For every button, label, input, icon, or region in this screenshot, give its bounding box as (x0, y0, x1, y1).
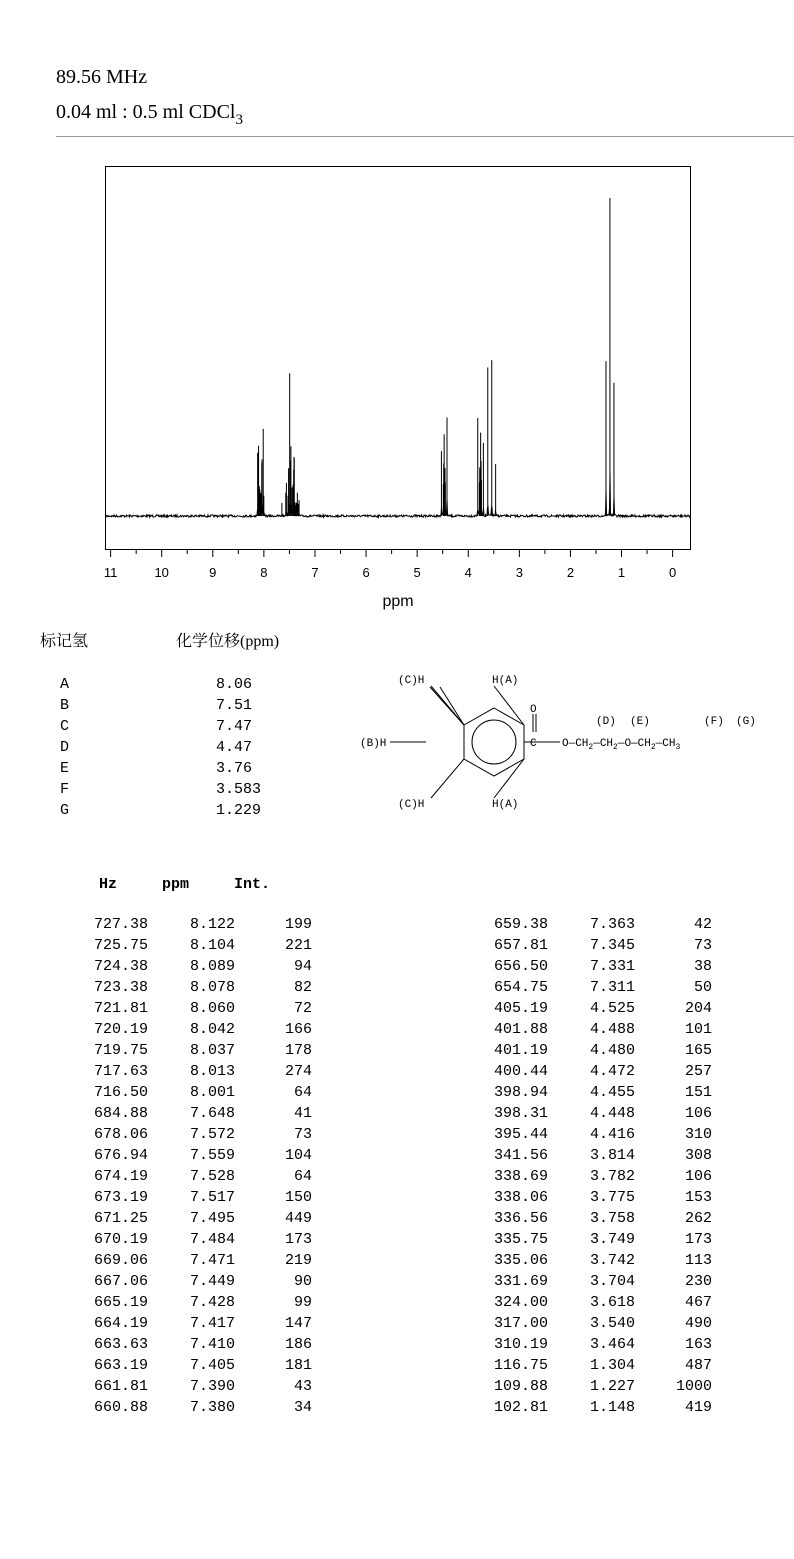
peak-ppm: 7.417 (189, 1315, 235, 1332)
peak-int: 449 (284, 1210, 312, 1227)
peak-int: 230 (684, 1273, 712, 1290)
peak-hz: 109.88 (493, 1378, 548, 1395)
peak-row (60, 1292, 312, 1313)
peak-hz: 676.94 (93, 1147, 148, 1164)
assignment-header-shift: 化学位移(ppm) (176, 633, 280, 650)
peak-ppm: 3.618 (589, 1294, 635, 1311)
peak-row (460, 1250, 712, 1271)
x-tick-label: 0 (669, 565, 677, 580)
peak-ppm: 7.390 (189, 1378, 235, 1395)
peak-ppm: 4.472 (589, 1063, 635, 1080)
peak-int: 221 (284, 937, 312, 954)
peak-int: 173 (284, 1231, 312, 1248)
assignment-label: F (60, 781, 70, 798)
peak-ppm: 8.122 (189, 916, 235, 933)
peak-int: 178 (284, 1042, 312, 1059)
sub: 3 (675, 743, 681, 752)
peak-int: 1000 (675, 1378, 712, 1395)
x-axis-ticks (104, 550, 676, 581)
peak-row (60, 914, 312, 935)
spectrometer-frequency: 89.56 MHz (56, 66, 148, 88)
peak-row (60, 1166, 312, 1187)
assignment-row (60, 758, 296, 779)
peak-ppm: 3.704 (589, 1273, 635, 1290)
peak-hz: 338.69 (493, 1168, 548, 1185)
peak-ppm: 3.782 (589, 1168, 635, 1185)
nmr-spectrum-chart (0, 0, 794, 620)
peak-int: 104 (284, 1147, 312, 1164)
peak-ppm: 7.311 (589, 979, 635, 996)
peak-row (460, 1145, 712, 1166)
chain-ch: —CH (593, 738, 614, 750)
peak-row (60, 1250, 312, 1271)
peak-int: 219 (284, 1252, 312, 1269)
assignment-shift: 1.229 (216, 802, 262, 819)
peak-ppm: 1.148 (589, 1399, 635, 1416)
peak-row (60, 956, 312, 977)
peak-ppm: 7.528 (189, 1168, 235, 1185)
peak-row (460, 1355, 712, 1376)
peak-int: 42 (693, 916, 712, 933)
x-tick-label: 5 (413, 565, 421, 580)
x-tick-label: 9 (209, 565, 217, 580)
peak-hz: 341.56 (493, 1147, 548, 1164)
assignment-label: B (60, 697, 70, 714)
peak-ppm: 8.037 (189, 1042, 235, 1059)
peak-int: 106 (684, 1105, 712, 1122)
peak-int: 163 (684, 1336, 712, 1353)
peak-ppm: 7.495 (189, 1210, 235, 1227)
assignment-shift: 8.06 (216, 676, 253, 693)
peak-hz: 102.81 (493, 1399, 548, 1416)
chain-o-ch: —O—CH (617, 738, 651, 750)
peak-hz: 324.00 (493, 1294, 548, 1311)
peak-ppm: 4.488 (589, 1021, 635, 1038)
x-tick-label: 11 (103, 565, 118, 580)
benzene-aromatic-circle (472, 720, 516, 764)
peak-int: 113 (684, 1252, 712, 1269)
x-axis-label: ppm (382, 593, 414, 610)
peak-ppm: 8.060 (189, 1000, 235, 1017)
peak-int: 153 (684, 1189, 712, 1206)
peak-ppm: 3.758 (589, 1210, 635, 1227)
x-tick-label: 7 (311, 565, 319, 580)
benzene-ring (464, 708, 524, 776)
peak-ppm: 8.001 (189, 1084, 235, 1101)
peak-hz: 667.06 (93, 1273, 148, 1290)
peak-hz: 116.75 (493, 1357, 548, 1374)
peak-ppm: 3.540 (589, 1315, 635, 1332)
spectrum-trace (106, 198, 691, 517)
peak-row (60, 1208, 312, 1229)
peak-hz: 657.81 (493, 937, 548, 954)
peak-int: 147 (284, 1315, 312, 1332)
peak-row (60, 1229, 312, 1250)
assignment-shift: 4.47 (216, 739, 253, 756)
peak-hz: 716.50 (93, 1084, 148, 1101)
assignment-shift: 3.76 (216, 760, 253, 777)
peak-int: 106 (684, 1168, 712, 1185)
peak-hz: 317.00 (493, 1315, 548, 1332)
peak-row (60, 977, 312, 998)
peak-hz: 659.38 (493, 916, 548, 933)
peak-hz: 335.75 (493, 1231, 548, 1248)
peak-ppm: 7.648 (189, 1105, 235, 1122)
peak-int: 73 (293, 1126, 312, 1143)
peak-hz: 725.75 (93, 937, 148, 954)
assignment-row (60, 695, 296, 716)
peak-hz: 405.19 (493, 1000, 548, 1017)
peak-row (460, 1040, 712, 1061)
peak-hz: 654.75 (493, 979, 548, 996)
bond-ring-hc-top (440, 687, 464, 725)
peak-ppm: 7.449 (189, 1273, 235, 1290)
x-tick-label: 8 (260, 565, 268, 580)
label-h-b: (B)H (360, 738, 387, 750)
assignment-label: A (60, 676, 70, 693)
peak-row (460, 1271, 712, 1292)
peak-hz: 656.50 (493, 958, 548, 975)
peak-ppm: 7.559 (189, 1147, 235, 1164)
sub: 2 (588, 743, 594, 752)
peak-row (460, 998, 712, 1019)
peak-int: 50 (693, 979, 712, 996)
peak-row (60, 1019, 312, 1040)
peak-int: 73 (693, 937, 712, 954)
peak-ppm: 4.455 (589, 1084, 635, 1101)
peak-row (460, 1292, 712, 1313)
assignment-shift: 3.583 (216, 781, 262, 798)
concentration-text: 0.04 ml : 0.5 ml CDCl (56, 101, 236, 123)
peak-int: 257 (684, 1063, 712, 1080)
peak-row (460, 1061, 712, 1082)
peak-hz: 669.06 (93, 1252, 148, 1269)
peak-hz: 663.63 (93, 1336, 148, 1353)
peak-hz: 673.19 (93, 1189, 148, 1206)
concentration-subscript: 3 (235, 112, 243, 128)
peak-row (460, 935, 712, 956)
x-tick-label: 4 (464, 565, 472, 580)
peak-row (60, 1397, 312, 1418)
assignment-row (60, 716, 296, 737)
peak-hz: 670.19 (93, 1231, 148, 1248)
label-d: (D) (596, 716, 616, 728)
molecule-structure (352, 662, 772, 812)
peak-table-header: Hz ppm Int. (90, 876, 271, 893)
peak-row (460, 977, 712, 998)
assignment-header-label: 标记氢 (40, 633, 89, 650)
peak-ppm: 3.742 (589, 1252, 635, 1269)
peak-hz: 674.19 (93, 1168, 148, 1185)
peak-hz: 331.69 (493, 1273, 548, 1290)
helper15 (431, 686, 464, 708)
peak-int: 165 (684, 1042, 712, 1059)
peak-hz: 336.56 (493, 1210, 548, 1227)
peak-int: 101 (684, 1021, 712, 1038)
bond-h-c-top (431, 686, 464, 725)
assignment-shift: 7.47 (216, 718, 253, 735)
assignment-label: G (60, 802, 70, 819)
peak-int: 41 (293, 1105, 312, 1122)
peak-int: 310 (684, 1126, 712, 1143)
structure-bonds (390, 686, 532, 798)
assignment-shift: 7.51 (216, 697, 253, 714)
peak-ppm: 8.013 (189, 1063, 235, 1080)
peak-int: 186 (284, 1336, 312, 1353)
bond-ring-ha-top-helper (490, 687, 524, 725)
peak-hz: 398.94 (493, 1084, 548, 1101)
peak-hz: 335.06 (493, 1252, 548, 1269)
peak-hz: 719.75 (93, 1042, 148, 1059)
label-h-c-bottom: (C)H (398, 799, 425, 811)
label-h-a-bottom: H(A) (492, 799, 519, 811)
peak-row (460, 1376, 712, 1397)
peak-row (460, 1166, 712, 1187)
peak-ppm: 7.484 (189, 1231, 235, 1248)
peak-row (60, 1103, 312, 1124)
peak-ppm: 1.304 (589, 1357, 635, 1374)
peak-ppm: 7.428 (189, 1294, 235, 1311)
peak-int: 34 (293, 1399, 312, 1416)
peak-table-right (460, 914, 712, 1418)
peak-int: 199 (284, 916, 312, 933)
label-g: (G) (736, 716, 756, 728)
bond-h-a-top (494, 686, 524, 725)
peak-ppm: 8.042 (189, 1021, 235, 1038)
peak-hz: 400.44 (493, 1063, 548, 1080)
peak-row (60, 1187, 312, 1208)
peak-hz: 684.88 (93, 1105, 148, 1122)
ester-chain (562, 738, 680, 752)
peak-ppm: 8.078 (189, 979, 235, 996)
sub: 2 (613, 743, 618, 752)
peak-int: 262 (684, 1210, 712, 1227)
peak-int: 151 (684, 1084, 712, 1101)
assignment-row (60, 800, 296, 821)
peak-int: 490 (684, 1315, 712, 1332)
peak-ppm: 7.380 (189, 1399, 235, 1416)
peak-int: 487 (684, 1357, 712, 1374)
peak-int: 173 (684, 1231, 712, 1248)
peak-row (60, 935, 312, 956)
peak-int: 204 (684, 1000, 712, 1017)
x-tick-label: 3 (515, 565, 523, 580)
peak-int: 150 (284, 1189, 312, 1206)
peak-hz: 395.44 (493, 1126, 548, 1143)
peak-hz: 338.06 (493, 1189, 548, 1206)
peak-hz: 727.38 (93, 916, 148, 933)
peak-int: 38 (693, 958, 712, 975)
peak-row (60, 1376, 312, 1397)
assignment-row (60, 737, 296, 758)
peak-row (60, 1061, 312, 1082)
peak-row (60, 1334, 312, 1355)
helper11 (431, 686, 464, 708)
peak-int: 274 (284, 1063, 312, 1080)
label-carbonyl-c: C (530, 738, 537, 750)
peak-ppm: 7.405 (189, 1357, 235, 1374)
peak-row (60, 998, 312, 1019)
peak-hz: 720.19 (93, 1021, 148, 1038)
peak-int: 64 (293, 1168, 312, 1185)
bond-h-c-bottom (431, 759, 464, 798)
label-h-c-top: (C)H (398, 675, 425, 687)
peak-int: 72 (293, 1000, 312, 1017)
assignment-label: E (60, 760, 70, 777)
peak-hz: 678.06 (93, 1126, 148, 1143)
peak-row (460, 1124, 712, 1145)
peak-ppm: 3.464 (589, 1336, 635, 1353)
peak-hz: 398.31 (493, 1105, 548, 1122)
peak-row (460, 1208, 712, 1229)
peak-ppm: 7.410 (189, 1336, 235, 1353)
peak-int: 94 (293, 958, 312, 975)
peak-ppm: 4.416 (589, 1126, 635, 1143)
peak-hz: 660.88 (93, 1399, 148, 1416)
peak-hz: 721.81 (93, 1000, 148, 1017)
chain-o-ch: O—CH (562, 738, 589, 750)
label-carbonyl-o: O (530, 704, 537, 716)
peak-hz: 663.19 (93, 1357, 148, 1374)
sub: 2 (650, 743, 656, 752)
peak-row (60, 1271, 312, 1292)
assignment-row (60, 674, 296, 695)
peak-int: 308 (684, 1147, 712, 1164)
peak-hz: 661.81 (93, 1378, 148, 1395)
peak-hz: 723.38 (93, 979, 148, 996)
peak-int: 419 (684, 1399, 712, 1416)
peak-row (60, 1124, 312, 1145)
peak-row (460, 956, 712, 977)
peak-row (60, 1040, 312, 1061)
peak-hz: 401.19 (493, 1042, 548, 1059)
peak-ppm: 7.471 (189, 1252, 235, 1269)
bond-h-a-bottom (494, 759, 524, 798)
peak-hz: 401.88 (493, 1021, 548, 1038)
helper4 (428, 686, 494, 708)
peak-int: 99 (293, 1294, 312, 1311)
x-tick-label: 10 (154, 565, 169, 580)
peak-ppm: 8.089 (189, 958, 235, 975)
peak-int: 181 (284, 1357, 312, 1374)
peak-row (460, 1187, 712, 1208)
x-tick-label: 6 (362, 565, 370, 580)
peak-row (460, 1313, 712, 1334)
peak-ppm: 4.480 (589, 1042, 635, 1059)
peak-row (460, 1103, 712, 1124)
peak-hz: 664.19 (93, 1315, 148, 1332)
peak-int: 90 (293, 1273, 312, 1290)
peak-hz: 665.19 (93, 1294, 148, 1311)
label-f: (F) (704, 716, 724, 728)
peak-row (60, 1082, 312, 1103)
peak-ppm: 7.345 (589, 937, 635, 954)
peak-row (460, 914, 712, 935)
peak-hz: 671.25 (93, 1210, 148, 1227)
peak-ppm: 4.448 (589, 1105, 635, 1122)
peak-int: 82 (293, 979, 312, 996)
peak-ppm: 3.749 (589, 1231, 635, 1248)
peak-hz: 310.19 (493, 1336, 548, 1353)
peak-int: 64 (293, 1084, 312, 1101)
peak-row (460, 1019, 712, 1040)
assignment-row (60, 779, 296, 800)
label-h-a-top: H(A) (492, 675, 519, 687)
peak-ppm: 3.775 (589, 1189, 635, 1206)
peak-ppm: 8.104 (189, 937, 235, 954)
peak-hz: 724.38 (93, 958, 148, 975)
peak-row (460, 1397, 712, 1418)
peak-row (60, 1355, 312, 1376)
label-e: (E) (630, 716, 650, 728)
peak-ppm: 4.525 (589, 1000, 635, 1017)
peak-row (60, 1145, 312, 1166)
plot-frame (106, 167, 691, 550)
assignment-label: D (60, 739, 70, 756)
unused-helper (476, 687, 494, 725)
peak-ppm: 7.517 (189, 1189, 235, 1206)
peak-int: 43 (293, 1378, 312, 1395)
peak-ppm: 7.363 (589, 916, 635, 933)
x-tick-label: 1 (617, 565, 626, 580)
helper14 (431, 686, 464, 708)
peak-row (460, 1082, 712, 1103)
peak-int: 467 (684, 1294, 712, 1311)
x-tick-label: 2 (566, 565, 575, 580)
peak-row (460, 1229, 712, 1250)
assignment-list (60, 674, 296, 821)
helper12 (431, 686, 464, 708)
peak-hz: 717.63 (93, 1063, 148, 1080)
peak-ppm: 1.227 (589, 1378, 635, 1395)
chain-ch: —CH (655, 738, 676, 750)
peak-int: 166 (284, 1021, 312, 1038)
peak-ppm: 7.331 (589, 958, 635, 975)
assignment-label: C (60, 718, 70, 735)
peak-table-left (60, 914, 312, 1418)
peak-ppm: 7.572 (189, 1126, 235, 1143)
peak-ppm: 3.814 (589, 1147, 635, 1164)
peak-row (60, 1313, 312, 1334)
peak-row (460, 1334, 712, 1355)
